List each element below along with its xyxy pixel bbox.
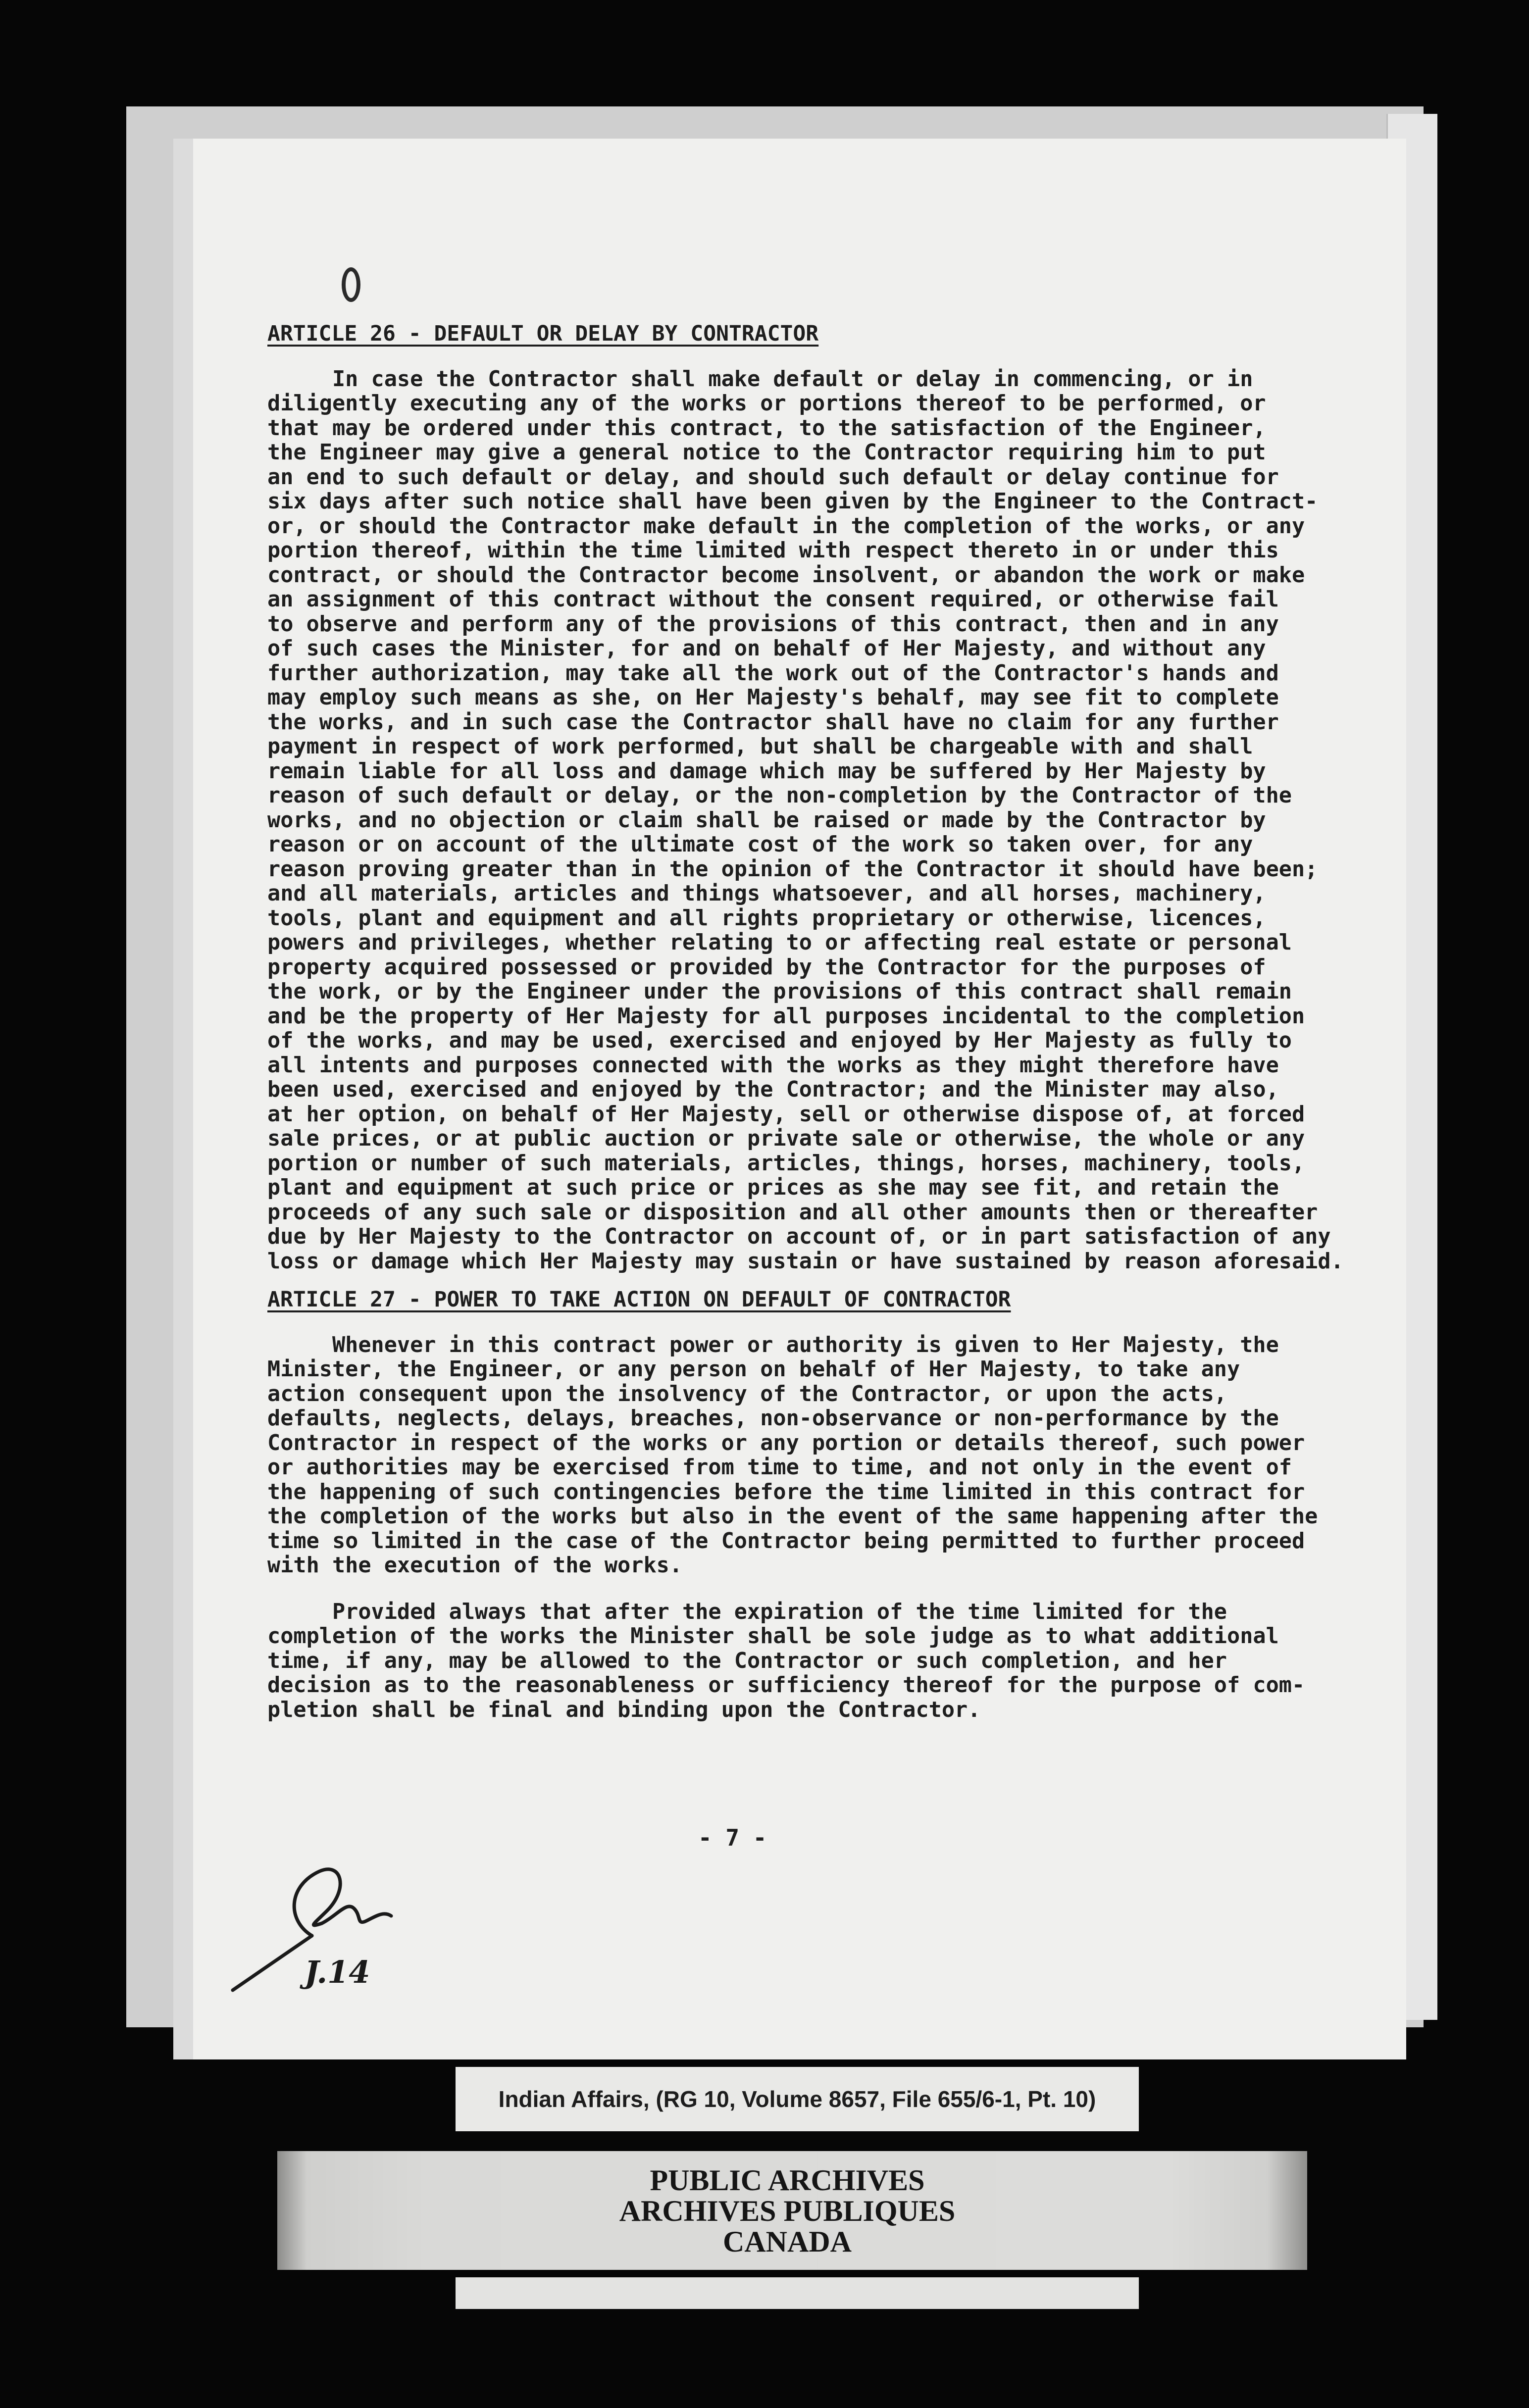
text-line: and be the property of Her Majesty for all purposes incidental to the completion xyxy=(267,1003,1305,1029)
text-line: and all materials, articles and things whatsoever, and all horses, machinery, xyxy=(267,881,1266,906)
text-line: time, if any, may be allowed to the Contractor or such completion, and her xyxy=(267,1648,1227,1673)
text-line: reason of such default or delay, or the non-completion by the Contractor of the xyxy=(267,783,1292,808)
stamp-line-2: ARCHIVES PUBLIQUES xyxy=(619,2195,956,2227)
text-line: loss or damage which Her Majesty may sustain or have sustained by reason aforesaid. xyxy=(267,1249,1344,1274)
text-line: tools, plant and equipment and all rights proprietary or otherwise, licences, xyxy=(267,905,1266,931)
text-line: the completion of the works but also in the event of the same happening after the xyxy=(267,1504,1318,1529)
punch-hole-icon xyxy=(342,267,360,302)
text-line: decision as to the reasonableness or sufficiency thereof for the purpose of com- xyxy=(267,1673,1305,1698)
text-line: remain liable for all loss and damage which may be suffered by Her Majesty by xyxy=(267,758,1266,784)
text-line: time so limited in the case of the Contractor being permitted to further proceed xyxy=(267,1528,1305,1554)
text-line: the Engineer may give a general notice to the Contractor requiring him to put xyxy=(267,440,1266,465)
text-line: of such cases the Minister, for and on behalf of Her Majesty, and without any xyxy=(267,636,1266,661)
text-line: portion thereof, within the time limited with respect thereto in or under this xyxy=(267,538,1279,563)
text-line: an end to such default or delay, and should such default or delay continue for xyxy=(267,464,1279,490)
article-27-paragraph-1 xyxy=(267,1333,1342,1578)
article-27-paragraph-2 xyxy=(267,1600,1342,1723)
article-26-heading: ARTICLE 26 - DEFAULT OR DELAY BY CONTRACTOR xyxy=(267,321,819,346)
text-line: reason or on account of the ultimate cost of the work so taken over, for any xyxy=(267,832,1253,857)
text-line: portion or number of such materials, articles, things, horses, machinery, tools, xyxy=(267,1151,1305,1176)
text-line: or, or should the Contractor make default in the completion of the works, or any xyxy=(267,513,1305,539)
text-line: In case the Contractor shall make default or delay in commencing, or in xyxy=(267,366,1253,392)
text-line: payment in respect of work performed, but shall be chargeable with and shall xyxy=(267,734,1253,759)
text-line: reason proving greater than in the opinion of the Contractor it should have been; xyxy=(267,856,1318,882)
text-line: or authorities may be exercised from time to time, and not only in the event of xyxy=(267,1455,1292,1480)
stamp-line-1: PUBLIC ARCHIVES xyxy=(650,2164,925,2197)
text-line: works, and no objection or claim shall be raised or made by the Contractor by xyxy=(267,807,1266,833)
text-line: proceeds of any such sale or disposition and all other amounts then or thereafter xyxy=(267,1200,1318,1225)
archive-stamp-text xyxy=(465,2151,1109,2270)
text-line: powers and privileges, whether relating to or affecting real estate or personal xyxy=(267,930,1292,955)
archive-stamp-strip xyxy=(456,2277,1139,2309)
signature-initials: J.14 xyxy=(305,1954,370,1990)
text-line: that may be ordered under this contract, to the satisfaction of the Engineer, xyxy=(267,415,1266,441)
document-page xyxy=(193,139,1406,2059)
text-line: Contractor in respect of the works or any portion or details thereof, such power xyxy=(267,1430,1305,1455)
article-27-heading: ARTICLE 27 - POWER TO TAKE ACTION ON DEFAULT OF CONTRACTOR xyxy=(267,1287,1011,1312)
text-line: to observe and perform any of the provisions of this contract, then and in any xyxy=(267,611,1279,637)
text-line: Provided always that after the expiration of the time limited for the xyxy=(267,1599,1227,1624)
text-line: of the works, and may be used, exercised and enjoyed by Her Majesty as fully to xyxy=(267,1028,1292,1053)
text-line: with the execution of the works. xyxy=(267,1553,683,1578)
page-number: - 7 - xyxy=(698,1824,767,1851)
text-line: plant and equipment at such price or prices as she may see fit, and retain the xyxy=(267,1175,1279,1200)
text-line: contract, or should the Contractor become insolvent, or abandon the work or make xyxy=(267,562,1305,588)
text-line: sale prices, or at public auction or private sale or otherwise, the whole or any xyxy=(267,1126,1305,1151)
text-line: pletion shall be final and binding upon the Contractor. xyxy=(267,1697,981,1722)
text-line: property acquired possessed or provided by the Contractor for the purposes of xyxy=(267,954,1266,980)
text-line: at her option, on behalf of Her Majesty, sell or otherwise dispose of, at forced xyxy=(267,1102,1305,1127)
text-line: the works, and in such case the Contractor shall have no claim for any further xyxy=(267,709,1279,735)
archive-stamp xyxy=(277,2151,1307,2270)
text-line: the work, or by the Engineer under the provisions of this contract shall remain xyxy=(267,979,1292,1004)
signature-icon xyxy=(213,1842,421,2000)
text-line: completion of the works the Minister shall be sole judge as to what additional xyxy=(267,1624,1279,1649)
text-line: due by Her Majesty to the Contractor on account of, or in part satisfaction of any xyxy=(267,1224,1331,1249)
text-line: may employ such means as she, on Her Majesty's behalf, may see fit to complete xyxy=(267,685,1279,710)
text-line: further authorization, may take all the work out of the Contractor's hands and xyxy=(267,660,1279,686)
archive-source-label: Indian Affairs, (RG 10, Volume 8657, File 655/6-1, Pt. 10) xyxy=(456,2067,1139,2131)
text-line: the happening of such contingencies before the time limited in this contract for xyxy=(267,1479,1305,1505)
text-line: Minister, the Engineer, or any person on behalf of Her Majesty, to take any xyxy=(267,1357,1240,1382)
text-line: been used, exercised and enjoyed by the Contractor; and the Minister may also, xyxy=(267,1077,1279,1102)
text-line: action consequent upon the insolvency of the Contractor, or upon the acts, xyxy=(267,1381,1227,1406)
text-line: defaults, neglects, delays, breaches, non-observance or non-performance by the xyxy=(267,1406,1279,1431)
page-content xyxy=(267,322,1342,1722)
text-line: six days after such notice shall have been given by the Engineer to the Contract- xyxy=(267,489,1318,514)
text-line: all intents and purposes connected with the works as they might therefore have xyxy=(267,1053,1279,1078)
text-line: Whenever in this contract power or authority is given to Her Majesty, the xyxy=(267,1332,1279,1357)
text-line: diligently executing any of the works or portions thereof to be performed, or xyxy=(267,391,1266,416)
text-line: an assignment of this contract without the consent required, or otherwise fail xyxy=(267,587,1279,612)
stamp-line-3: CANADA xyxy=(723,2225,852,2258)
article-26-body xyxy=(267,367,1342,1274)
